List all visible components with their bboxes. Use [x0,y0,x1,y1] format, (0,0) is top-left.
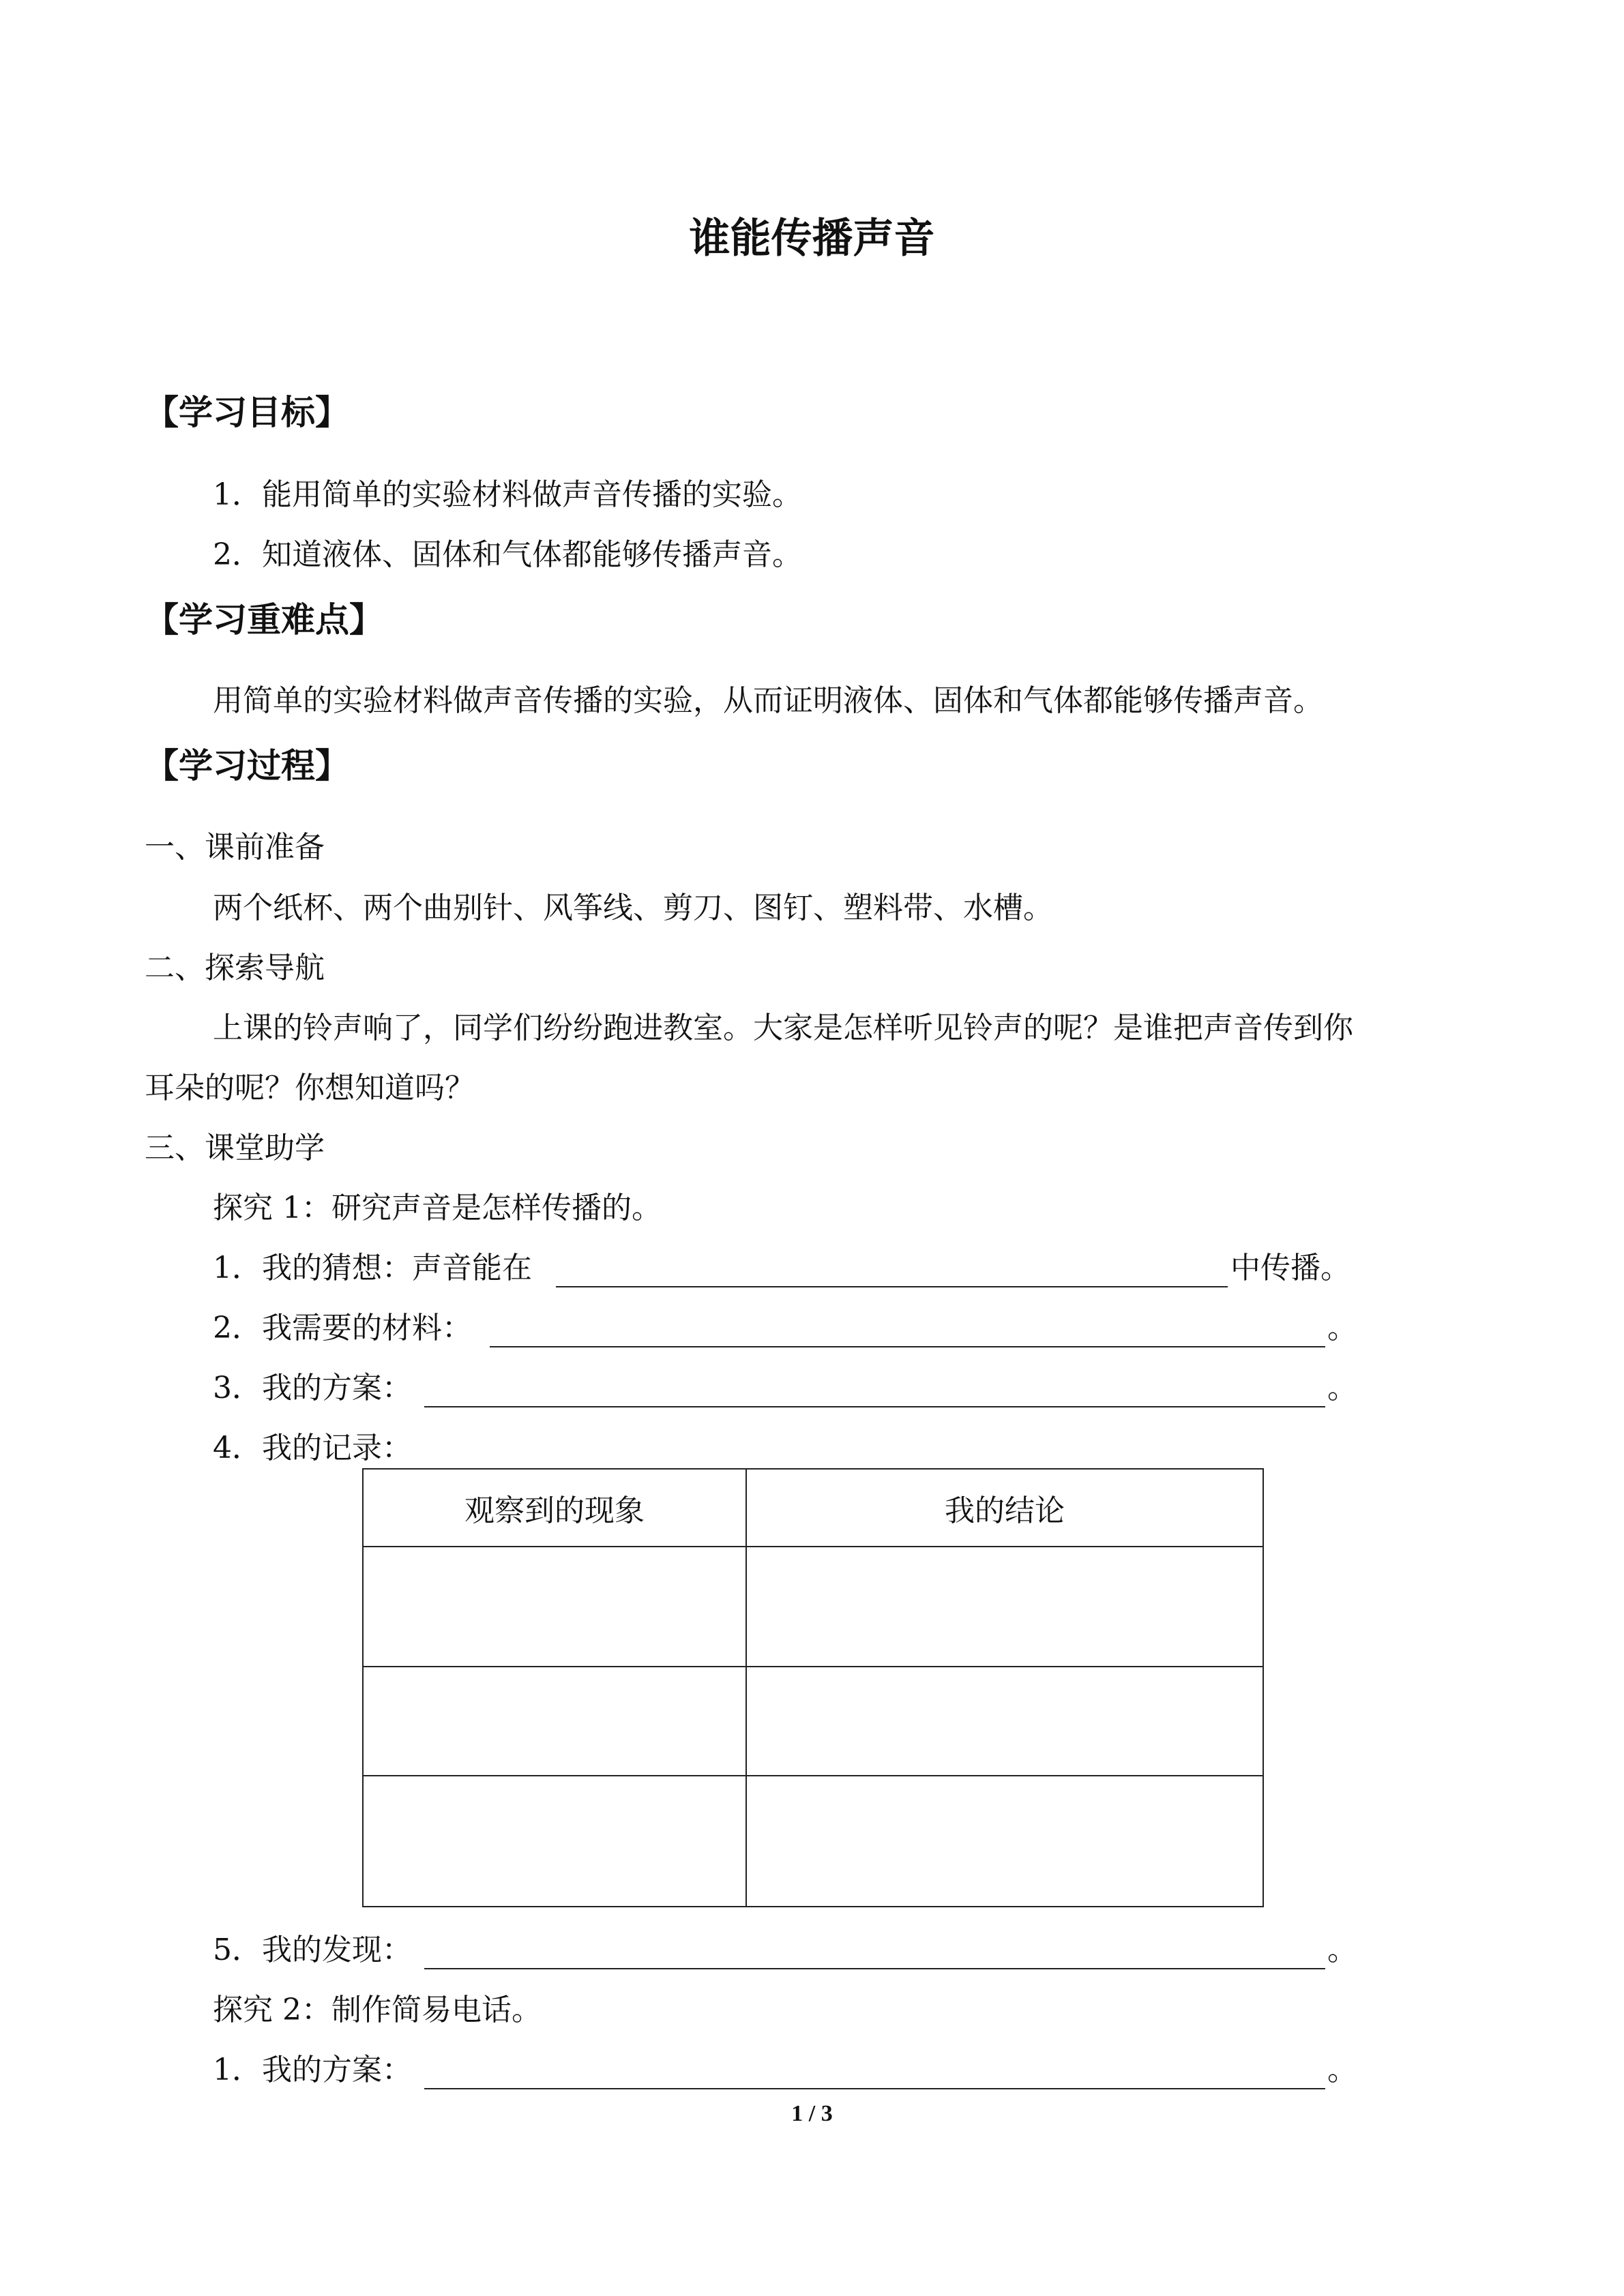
inquiry1-title: 探究 1：研究声音是怎样传播的。 [213,1191,662,1225]
table-cell-phenomenon[interactable] [363,1667,746,1776]
goals-heading: 【学习目标】 [145,393,349,432]
explore-label: 二、探索导航 [145,951,325,985]
key-points-text: 用简单的实验材料做声音传播的实验，从而证明液体、固体和气体都能够传播声音。 [213,683,1323,718]
inquiry1-q2-label: 2．我需要的材料： [213,1311,472,1345]
materials-blank-line[interactable] [490,1346,1325,1347]
inquiry1-q1-prefix: 1．我的猜想：声音能在 [213,1251,532,1285]
table-cell-phenomenon[interactable] [363,1547,746,1667]
page-title: 谁能传播声音 [689,215,935,263]
findings-blank-line[interactable] [424,1968,1325,1969]
period-mark: 。 [1327,1933,1357,1967]
inquiry2-q1-label: 1．我的方案： [213,2053,412,2087]
period-mark: 。 [1327,1311,1357,1345]
record-table [362,1468,1264,1907]
table-row [363,1776,1263,1907]
process-heading: 【学习过程】 [145,746,349,786]
goal-item-1: 1．能用简单的实验材料做声音传播的实验。 [213,477,802,512]
page-number: 1 / 3 [791,2101,833,2126]
inquiry1-q1-suffix: 中传播。 [1230,1251,1350,1285]
plan-blank-line[interactable] [424,1406,1325,1407]
table-cell-phenomenon[interactable] [363,1776,746,1907]
explore-line-2: 耳朵的呢？你想知道吗？ [145,1071,475,1105]
inquiry2-title: 探究 2：制作简易电话。 [213,1993,542,2027]
inquiry1-q5-label: 5．我的发现： [213,1933,412,1967]
table-header-row [363,1469,1263,1547]
class-help-label: 三、课堂助学 [145,1131,325,1165]
table-row [363,1547,1263,1667]
period-mark: 。 [1327,2053,1357,2087]
prep-label: 一、课前准备 [145,830,325,865]
table-cell-conclusion[interactable] [746,1547,1263,1667]
table-row [363,1667,1263,1776]
key-points-heading: 【学习重难点】 [145,600,383,640]
table-cell-conclusion[interactable] [746,1667,1263,1776]
header-my-conclusion: 我的结论 [746,1469,1263,1547]
period-mark: 。 [1327,1371,1357,1405]
goal-item-2: 2．知道液体、固体和气体都能够传播声音。 [213,537,802,572]
inquiry1-q4-label: 4．我的记录： [213,1431,412,1465]
phone-plan-blank-line[interactable] [424,2088,1325,2089]
table-cell-conclusion[interactable] [746,1776,1263,1907]
inquiry1-q3-label: 3．我的方案： [213,1371,412,1405]
header-observed-phenomena: 观察到的现象 [363,1469,746,1547]
prep-text: 两个纸杯、两个曲别针、风筝线、剪刀、图钉、塑料带、水槽。 [213,891,1053,925]
guess-blank-line[interactable] [556,1286,1228,1287]
explore-line-1: 上课的铃声响了，同学们纷纷跑进教室。大家是怎样听见铃声的呢？是谁把声音传到你 [213,1011,1353,1045]
